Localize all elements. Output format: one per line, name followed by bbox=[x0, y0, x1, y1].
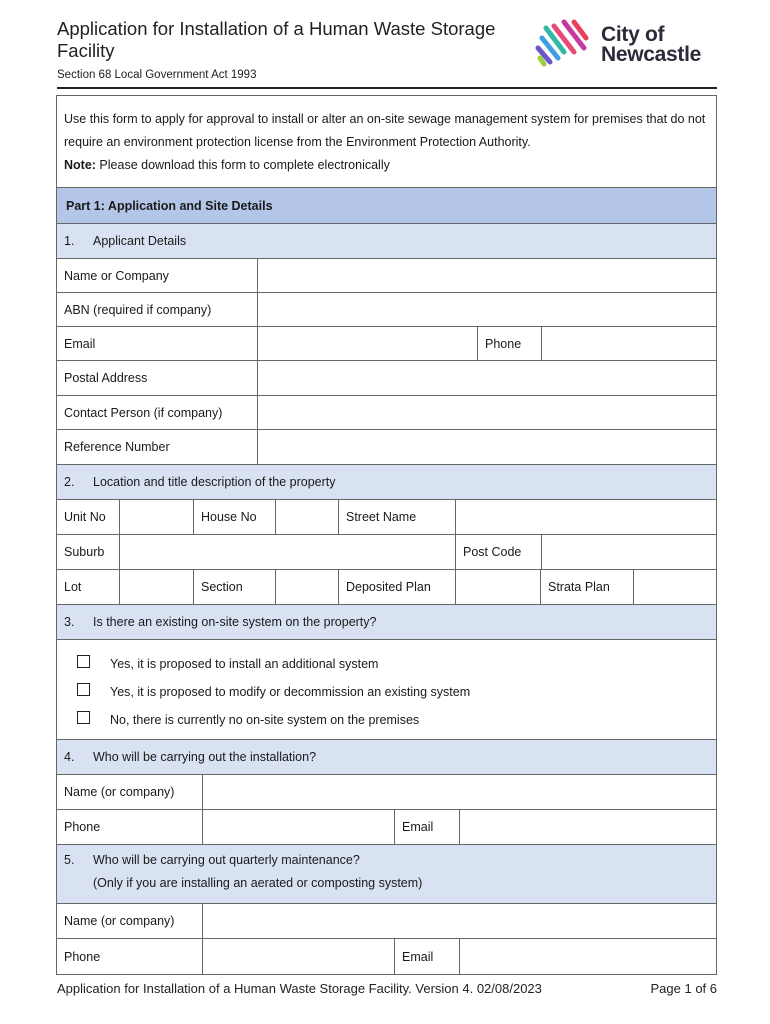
logo-line-2: Newcastle bbox=[601, 43, 702, 66]
section1-header bbox=[57, 224, 716, 259]
reference-row bbox=[57, 430, 716, 465]
house-label: House No bbox=[194, 500, 276, 534]
installer-phone-label: Phone bbox=[57, 810, 203, 844]
deposited-input[interactable] bbox=[456, 570, 541, 604]
section4-header bbox=[57, 740, 716, 775]
maintenance-contact-row bbox=[57, 939, 716, 974]
address-row bbox=[57, 500, 716, 535]
page-subtitle: Section 68 Local Government Act 1993 bbox=[57, 69, 257, 81]
existing-system-options bbox=[57, 640, 716, 740]
strata-input[interactable] bbox=[634, 570, 716, 604]
section2-title: Location and title description of the property bbox=[93, 475, 336, 489]
applicant-name-input[interactable] bbox=[258, 259, 716, 292]
footer-page-number: Page 1 of 6 bbox=[650, 981, 717, 996]
note-text: Please download this form to complete electronically bbox=[95, 158, 390, 172]
lot-input[interactable] bbox=[120, 570, 194, 604]
contact-row bbox=[57, 396, 716, 430]
section4-num: 4. bbox=[64, 750, 75, 764]
maintenance-name-row bbox=[57, 904, 716, 939]
note-label: Note: bbox=[64, 158, 96, 172]
section5-header bbox=[57, 845, 716, 904]
applicant-name-row bbox=[57, 259, 716, 293]
logo-line-1: City of bbox=[601, 23, 665, 46]
option-additional-label: Yes, it is proposed to install an additional system bbox=[110, 657, 379, 671]
option-none[interactable] bbox=[77, 706, 716, 734]
section1-num: 1. bbox=[64, 234, 75, 248]
section1-title: Applicant Details bbox=[93, 234, 187, 248]
street-label: Street Name bbox=[339, 500, 456, 534]
logo-mark-icon bbox=[534, 18, 590, 68]
section5-title: Who will be carrying out quarterly maintenance? bbox=[93, 853, 360, 867]
page-header bbox=[57, 18, 717, 88]
postal-row bbox=[57, 361, 716, 396]
postal-label: Postal Address bbox=[57, 361, 258, 395]
name-label: Name or Company bbox=[57, 259, 258, 292]
suburb-input[interactable] bbox=[120, 535, 456, 569]
installer-email-input[interactable] bbox=[460, 810, 716, 844]
reference-label: Reference Number bbox=[57, 430, 258, 464]
section-label: Section bbox=[194, 570, 276, 604]
reference-input[interactable] bbox=[258, 430, 716, 464]
postcode-input[interactable] bbox=[542, 535, 716, 569]
option-modify[interactable] bbox=[77, 678, 716, 706]
maintenance-email-input[interactable] bbox=[460, 939, 716, 974]
section-input[interactable] bbox=[276, 570, 339, 604]
section5-subtitle: (Only if you are installing an aerated or composting system) bbox=[93, 876, 423, 890]
page-footer bbox=[57, 981, 717, 996]
abn-input[interactable] bbox=[258, 293, 716, 326]
deposited-label: Deposited Plan bbox=[339, 570, 456, 604]
installer-name-input[interactable] bbox=[203, 775, 716, 809]
email-label: Email bbox=[57, 327, 258, 360]
maintenance-name-label: Name (or company) bbox=[57, 904, 203, 938]
section3-num: 3. bbox=[64, 615, 75, 629]
email-input[interactable] bbox=[258, 327, 478, 360]
suburb-row bbox=[57, 535, 716, 570]
section3-header bbox=[57, 605, 716, 640]
house-input[interactable] bbox=[276, 500, 339, 534]
checkbox-additional[interactable] bbox=[77, 655, 90, 668]
unit-label: Unit No bbox=[57, 500, 120, 534]
intro-text bbox=[57, 96, 716, 188]
installer-name-row bbox=[57, 775, 716, 810]
strata-label: Strata Plan bbox=[541, 570, 634, 604]
section3-title: Is there an existing on-site system on the property? bbox=[93, 615, 377, 629]
section5-num: 5. bbox=[64, 853, 75, 867]
installer-email-label: Email bbox=[395, 810, 460, 844]
section2-num: 2. bbox=[64, 475, 75, 489]
lot-row bbox=[57, 570, 716, 605]
unit-input[interactable] bbox=[120, 500, 194, 534]
maintenance-email-label: Email bbox=[395, 939, 460, 974]
postal-input[interactable] bbox=[258, 361, 716, 395]
contact-input[interactable] bbox=[258, 396, 716, 429]
city-logo bbox=[534, 18, 719, 70]
section2-header bbox=[57, 465, 716, 500]
part1-header bbox=[57, 188, 716, 224]
maintenance-phone-input[interactable] bbox=[203, 939, 395, 974]
header-divider bbox=[57, 87, 717, 89]
maintenance-name-input[interactable] bbox=[203, 904, 716, 938]
postcode-label: Post Code bbox=[456, 535, 542, 569]
option-modify-label: Yes, it is proposed to modify or decommission an existing system bbox=[110, 685, 471, 699]
section4-title: Who will be carrying out the installation? bbox=[93, 750, 317, 764]
suburb-label: Suburb bbox=[57, 535, 120, 569]
logo-text bbox=[601, 25, 701, 65]
lot-label: Lot bbox=[57, 570, 120, 604]
option-additional[interactable] bbox=[77, 650, 716, 678]
installer-contact-row bbox=[57, 810, 716, 845]
option-none-label: No, there is currently no on-site system on the premises bbox=[110, 713, 420, 727]
page-title: Application for Installation of a Human Waste Storage Facility bbox=[57, 18, 496, 61]
part1-title: Part 1: Application and Site Details bbox=[57, 188, 716, 223]
checkbox-none[interactable] bbox=[77, 711, 90, 724]
abn-label: ABN (required if company) bbox=[57, 293, 258, 326]
phone-label: Phone bbox=[478, 327, 542, 360]
phone-input[interactable] bbox=[542, 327, 716, 360]
street-input[interactable] bbox=[456, 500, 716, 534]
footer-document-info: Application for Installation of a Human Waste Storage Facility. Version 4. 02/08/2023 bbox=[57, 981, 542, 996]
installer-phone-input[interactable] bbox=[203, 810, 395, 844]
checkbox-modify[interactable] bbox=[77, 683, 90, 696]
contact-label: Contact Person (if company) bbox=[57, 396, 258, 429]
intro-body: Use this form to apply for approval to install or alter an on-site sewage management system for premises that do not require an environment protection license from the Environment Protection Authority. bbox=[64, 112, 706, 149]
abn-row bbox=[57, 293, 716, 327]
application-form bbox=[56, 95, 717, 975]
installer-name-label: Name (or company) bbox=[57, 775, 203, 809]
email-phone-row bbox=[57, 327, 716, 361]
maintenance-phone-label: Phone bbox=[57, 939, 203, 974]
